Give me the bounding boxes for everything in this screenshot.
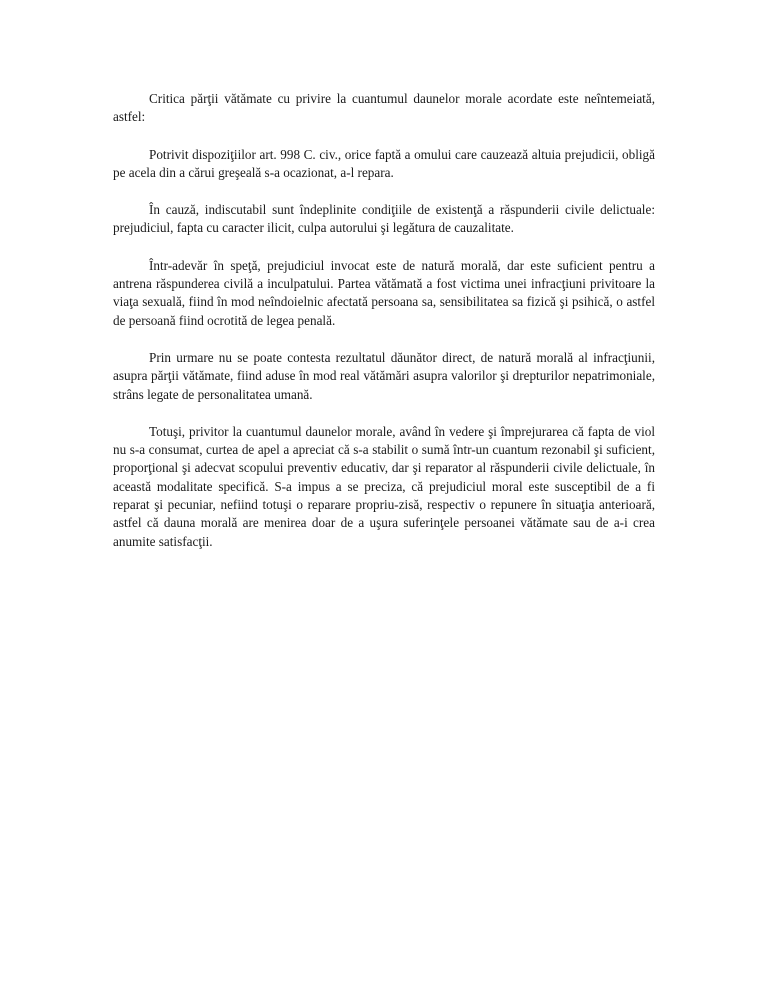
- paragraph-1: Critica părţii vătămate cu privire la cuantumul daunelor morale acordate este neîntemeiată, astfel:: [113, 91, 655, 125]
- paragraph-4: Într-adevăr în speţă, prejudiciul invocat este de natură morală, dar este suficient pentru a antrena răspunderea civilă a inculpatului. Partea vătămată a fost victima unei infracţiuni privitoare la viaţa sexuală, fiind în mod neîndoielnic afectată persoana sa, sensibilitatea sa fizică şi psihică, o astfel de persoană fiind ocrotită de legea penală.: [113, 257, 655, 328]
- paragraph-2: Potrivit dispoziţiilor art. 998 C. civ., orice faptă a omului care cauzează altuia prejudicii, obligă pe acela din a cărui greşeală s-a ocazionat, a-l repara.: [113, 146, 655, 180]
- document-body: [113, 90, 655, 570]
- paragraph-3: În cauză, indiscutabil sunt îndeplinite condiţiile de existenţă a răspunderii civile delictuale: prejudiciul, fapta cu caracter ilicit, culpa autorului şi legătura de cauzalitate.: [113, 202, 655, 236]
- paragraph-5: Prin urmare nu se poate contesta rezultatul dăunător direct, de natură morală al infracţiunii, asupra părţii vătămate, fiind aduse în mod real vătămări asupra valorilor şi drepturilor nepatrimoniale, strâns legate de personalitatea umană.: [113, 349, 655, 402]
- paragraph-6: Totuşi, privitor la cuantumul daunelor morale, având în vedere şi împrejurarea că fapta de viol nu s-a consumat, curtea de apel a apreciat că s-a stabilit o sumă într-un cuantum rezonabil şi suficient, proporţional şi adecvat scopului preventiv educativ, dar şi reparator al răspunderii civile delictuale, în această modalitate specifică. S-a impus a se preciza, că prejudiciul moral este susceptibil de a fi reparat şi pecuniar, nefiind totuşi o reparare propriu-zisă, respectiv o repunere în situaţia anterioară, astfel că dauna morală are menirea doar de a uşura suferinţele persoanei vătămate sau de a-i crea anumite satisfacţii.: [113, 423, 655, 549]
